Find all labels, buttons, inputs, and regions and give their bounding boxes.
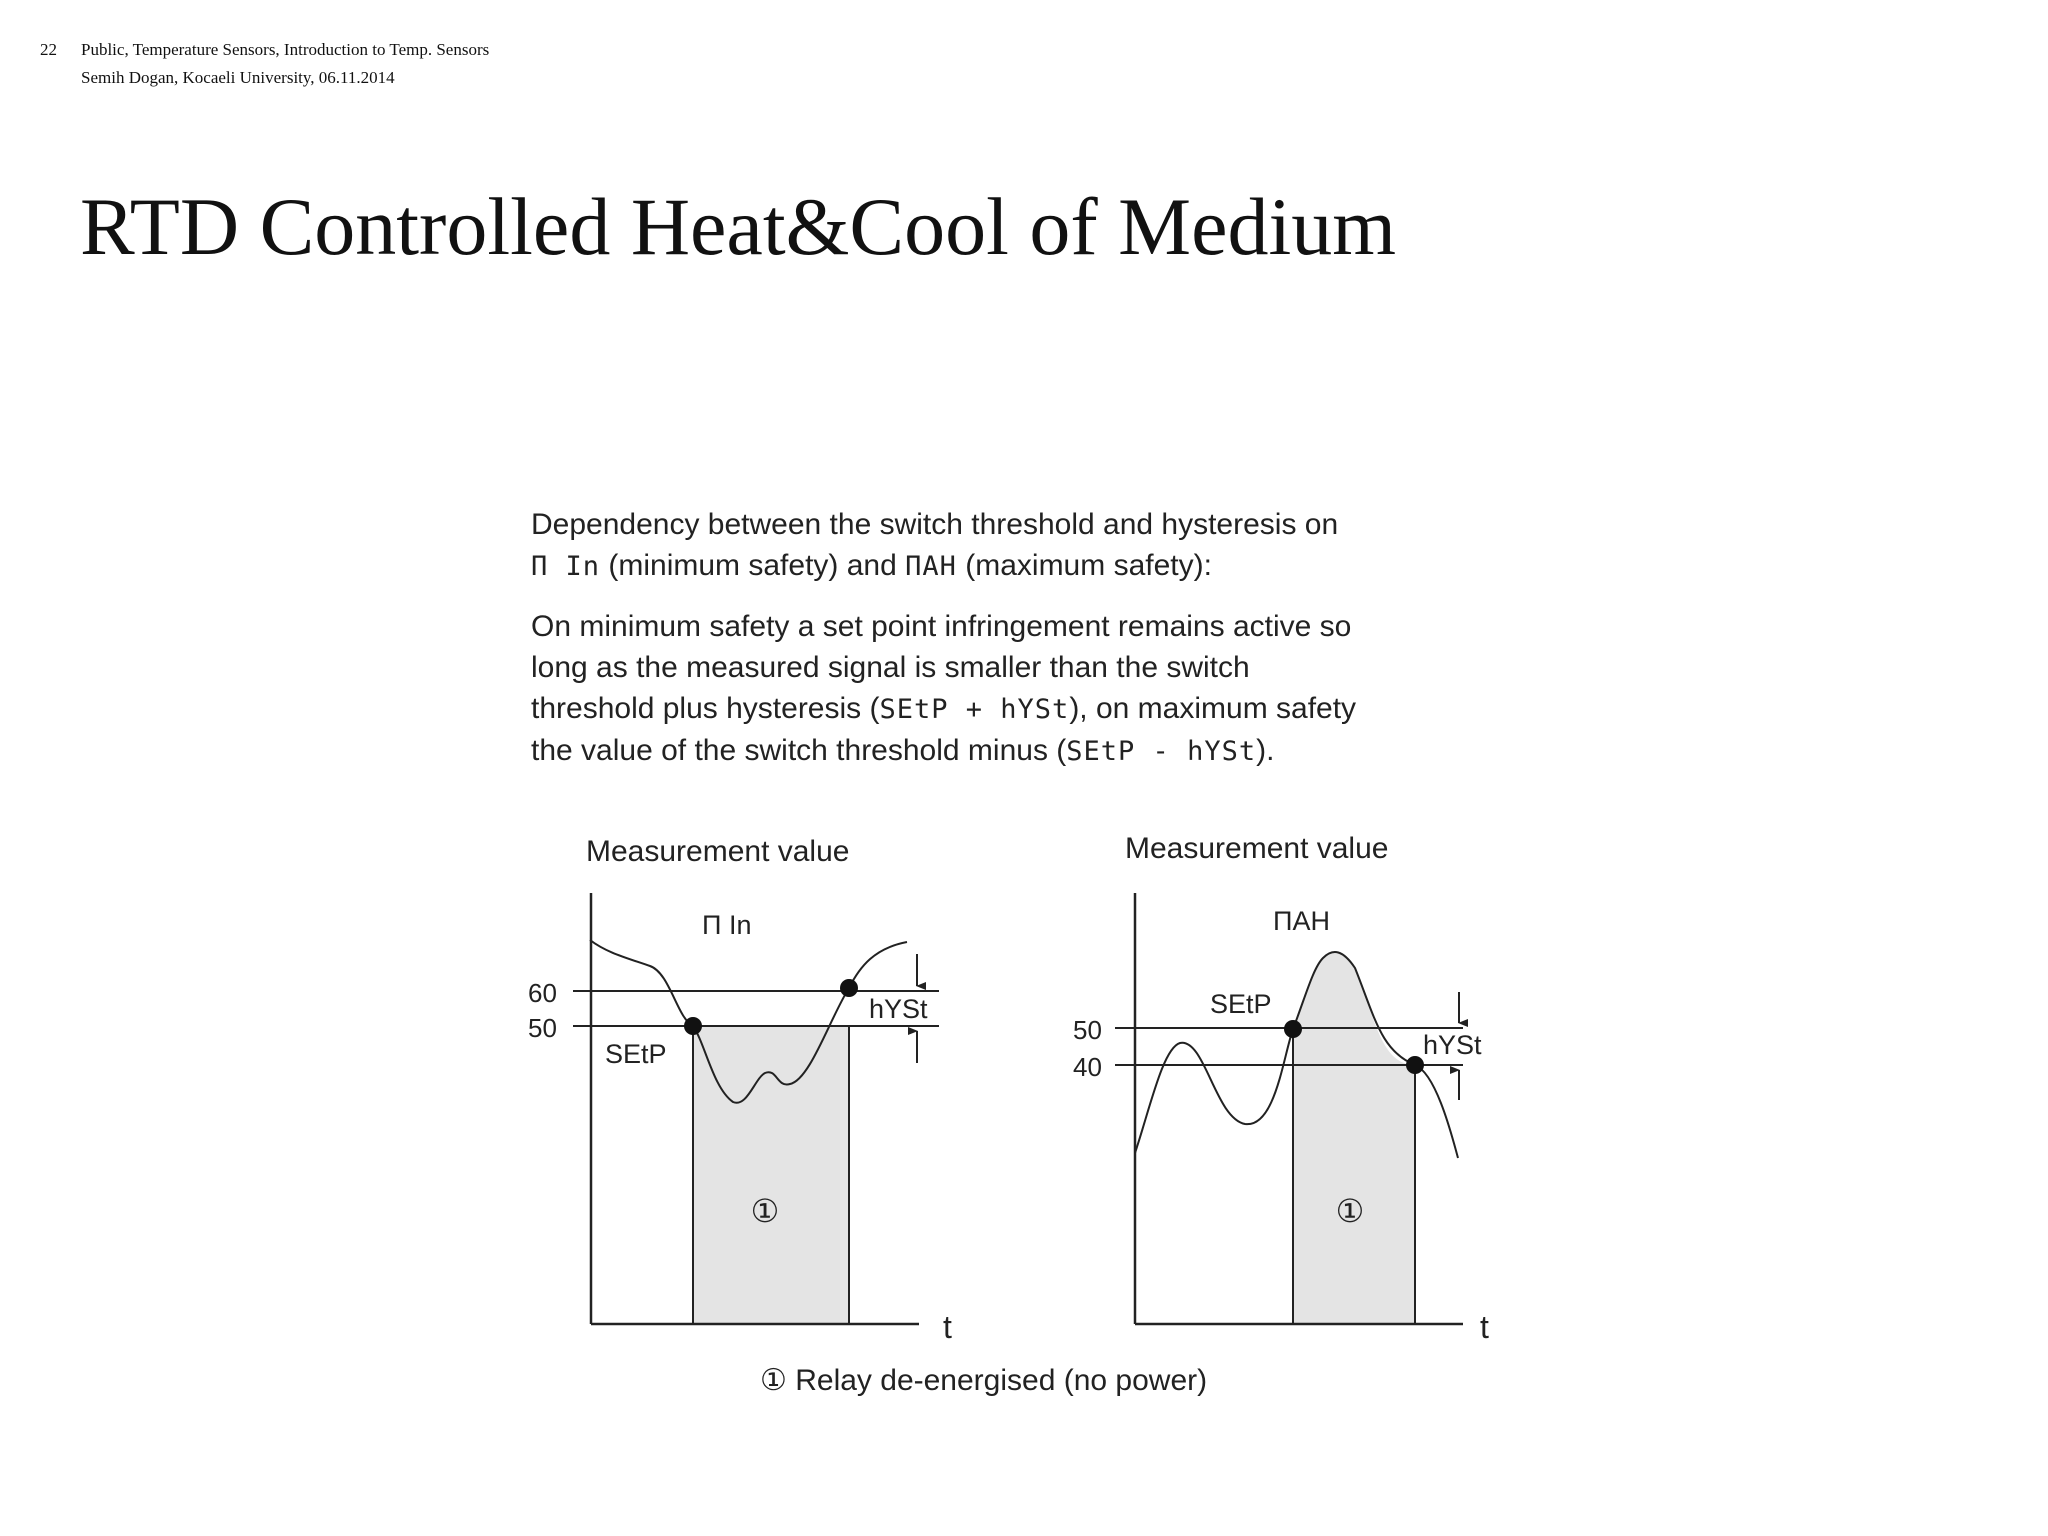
min-switch-off-point xyxy=(684,1017,702,1035)
max-mode-label: ΠAH xyxy=(1273,906,1331,936)
setp-minus-hyst-code: SEtP - hYSt xyxy=(1066,736,1257,767)
max-setp-label: SEtP xyxy=(1210,989,1272,1019)
max-tick-upper: 50 xyxy=(1073,1015,1102,1045)
min-ylabel: Measurement value xyxy=(586,835,850,868)
figure-caption: ① Relay de-energised (no power) xyxy=(760,1364,1208,1397)
max-ylabel: Measurement value xyxy=(1125,832,1389,865)
page-number: 22 xyxy=(40,40,57,59)
explain-line-4-b: ). xyxy=(1256,734,1275,767)
min-mode-code: Π In xyxy=(531,551,601,582)
min-safety-chart xyxy=(528,835,952,1345)
max-mode-code: ΠAH xyxy=(905,551,957,582)
min-switch-on-point xyxy=(840,979,858,997)
hysteresis-figure xyxy=(515,488,1545,1428)
explain-line-4-a: the value of the switch threshold minus ( xyxy=(531,734,1067,767)
header-author: Semih Dogan, Kocaeli University, 06.11.2014 xyxy=(81,68,395,87)
max-tick-lower: 40 xyxy=(1073,1052,1102,1082)
explain-line-2: long as the measured signal is smaller than the switch xyxy=(531,651,1250,684)
intro-line-2-a: (minimum safety) and xyxy=(600,549,906,582)
intro-line-2-b: (maximum safety): xyxy=(956,549,1212,582)
max-switch-off-point xyxy=(1406,1056,1424,1074)
max-switch-on-point xyxy=(1284,1020,1302,1038)
max-relay-shaded-area xyxy=(1293,952,1415,1324)
max-relay-marker: ① xyxy=(1335,1193,1365,1229)
header-subject: Public, Temperature Sensors, Introduction to Temp. Sensors xyxy=(81,40,490,59)
explain-line-1: On minimum safety a set point infringement remains active so xyxy=(531,610,1352,643)
setp-plus-hyst-code: SEtP + hYSt xyxy=(879,694,1070,725)
max-xlabel: t xyxy=(1480,1309,1489,1345)
min-hyst-label: hYSt xyxy=(869,994,928,1024)
max-safety-chart xyxy=(1073,832,1489,1345)
min-xlabel: t xyxy=(943,1309,952,1345)
slide-title: RTD Controlled Heat&Cool of Medium xyxy=(80,181,1397,272)
hysteresis-diagrams xyxy=(515,488,1545,1428)
min-setp-label: SEtP xyxy=(605,1039,667,1069)
intro-line-1: Dependency between the switch threshold and hysteresis on xyxy=(531,508,1339,541)
max-hyst-label: hYSt xyxy=(1423,1030,1482,1060)
min-relay-shaded-area xyxy=(693,1026,849,1324)
min-relay-marker: ① xyxy=(750,1193,780,1229)
min-tick-lower: 50 xyxy=(528,1013,557,1043)
explain-line-3-b: ), on maximum safety xyxy=(1069,692,1357,725)
explain-line-3-a: threshold plus hysteresis ( xyxy=(531,692,880,725)
min-mode-label: Π In xyxy=(702,910,752,940)
min-tick-upper: 60 xyxy=(528,978,557,1008)
